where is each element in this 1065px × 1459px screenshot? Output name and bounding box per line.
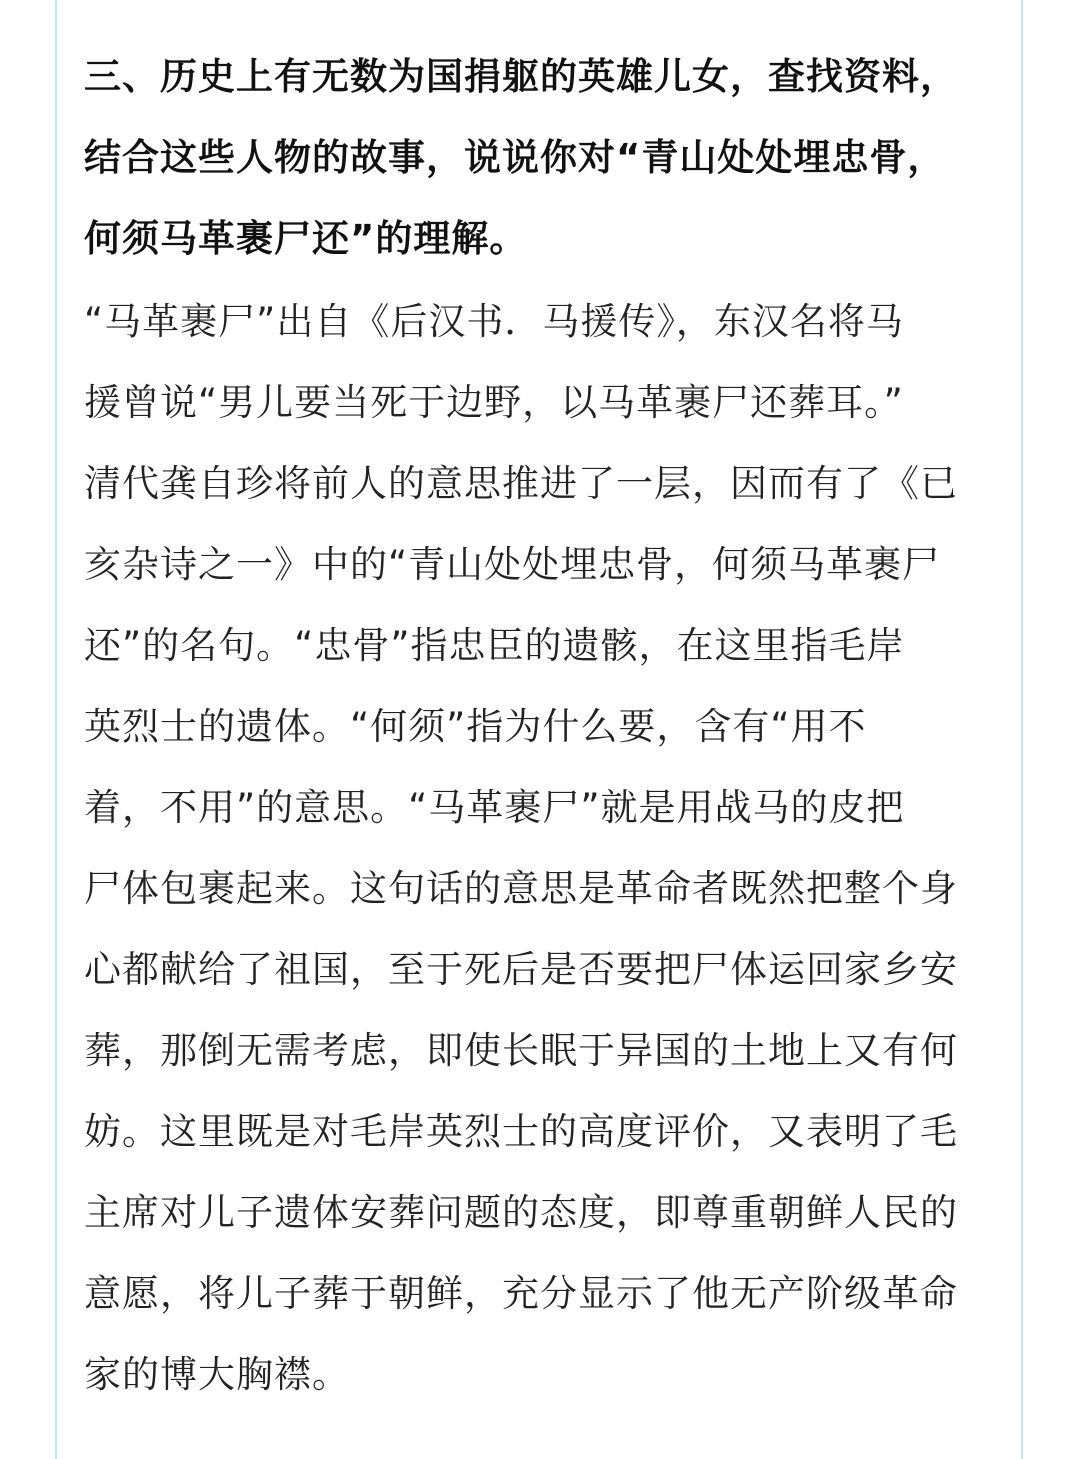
- answer-line: “马革裹尸”出自《后汉书．马援传》，东汉名将马: [84, 300, 904, 343]
- answer-line: 还”的名句。“忠骨”指忠臣的遗骸，在这里指毛岸: [84, 624, 905, 667]
- answer-paragraph: [84, 281, 989, 1415]
- document-content: [84, 36, 989, 1415]
- left-border-line: [55, 0, 57, 1459]
- question-line: 何须马革裹尸还”的理解。: [84, 217, 528, 260]
- right-border-line: [1021, 0, 1023, 1459]
- question-line: 三、历史上有无数为国捐躯的英雄儿女，查找资料，: [84, 55, 958, 98]
- answer-line: 妨。这里既是对毛岸英烈士的高度评价，又表明了毛: [84, 1110, 958, 1153]
- answer-line: 英烈士的遗体。“何须”指为什么要，含有“用不: [84, 705, 867, 748]
- answer-line: 意愿，将儿子葬于朝鲜，充分显示了他无产阶级革命: [84, 1272, 958, 1315]
- answer-line: 葬，那倒无需考虑，即使长眠于异国的土地上又有何: [84, 1029, 958, 1072]
- answer-line: 亥杂诗之一》中的“青山处处埋忠骨，何须马革裹尸: [84, 543, 941, 586]
- answer-line: 主席对儿子遗体安葬问题的态度，即尊重朝鲜人民的: [84, 1191, 958, 1234]
- answer-line: 心都献给了祖国，至于死后是否要把尸体运回家乡安: [84, 948, 958, 991]
- question-line: 结合这些人物的故事，说说你对“青山处处埋忠骨，: [84, 136, 946, 179]
- answer-line: 清代龚自珍将前人的意思推进了一层，因而有了《已: [84, 462, 958, 505]
- question-heading: [84, 36, 989, 279]
- answer-line: 着，不用”的意思。“马革裹尸”就是用战马的皮把: [84, 786, 905, 829]
- answer-line: 家的博大胸襟。: [84, 1353, 350, 1396]
- answer-line: 援曾说“男儿要当死于边野，以马革裹尸还葬耳。”: [84, 381, 904, 424]
- answer-line: 尸体包裹起来。这句话的意思是革命者既然把整个身: [84, 867, 958, 910]
